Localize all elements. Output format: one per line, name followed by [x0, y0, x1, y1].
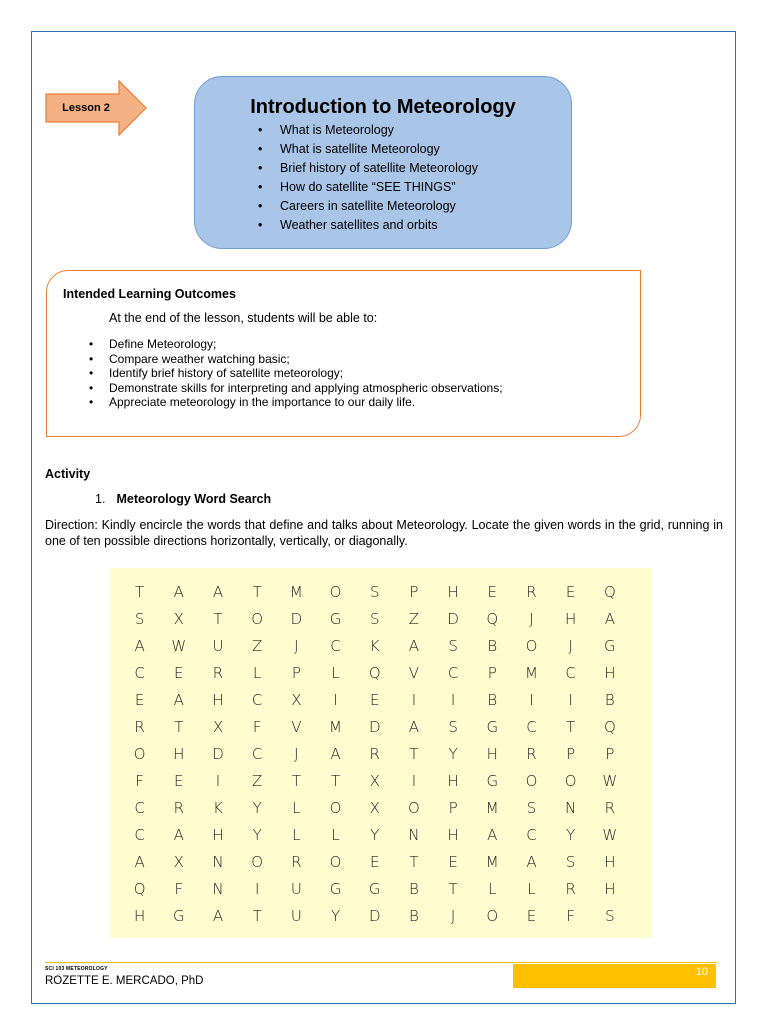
grid-letter[interactable]: O — [486, 906, 499, 925]
grid-letter[interactable]: C — [251, 744, 263, 763]
grid-letter[interactable]: O — [408, 798, 420, 817]
grid-letter[interactable]: Q — [368, 663, 381, 682]
grid-letter[interactable]: E — [134, 690, 145, 709]
grid-letter[interactable]: O — [133, 744, 146, 763]
grid-letter[interactable]: O — [525, 636, 538, 655]
grid-letter[interactable]: Y — [566, 825, 576, 844]
grid-letter[interactable]: D — [290, 609, 303, 628]
activity-item — [95, 492, 271, 506]
grid-letter[interactable]: N — [408, 825, 420, 844]
grid-letter[interactable]: E — [487, 582, 498, 601]
grid-letter[interactable]: C — [565, 663, 576, 682]
grid-letter[interactable]: T — [291, 771, 301, 790]
grid-letter[interactable]: P — [566, 744, 576, 763]
outcome-item: • Appreciate meteorology in the importance to our daily life. — [61, 395, 503, 410]
grid-letter[interactable]: R — [134, 717, 145, 736]
grid-letter[interactable]: X — [173, 609, 184, 628]
grid-letter[interactable]: A — [408, 636, 420, 655]
grid-letter[interactable]: Z — [252, 636, 263, 655]
grid-letter[interactable]: O — [564, 771, 577, 790]
grid-letter[interactable]: A — [212, 906, 224, 925]
grid-letter[interactable]: Z — [252, 771, 263, 790]
word-search-table — [120, 578, 629, 929]
grid-letter[interactable]: M — [485, 852, 499, 871]
grid-letter[interactable]: Y — [370, 825, 380, 844]
grid-letter[interactable]: N — [212, 879, 224, 898]
outcomes-list — [61, 337, 503, 410]
lesson-title: Introduction to Meteorology — [250, 96, 516, 118]
grid-letter[interactable]: N — [565, 798, 577, 817]
grid-letter[interactable]: P — [291, 663, 301, 682]
grid-letter[interactable]: B — [408, 879, 419, 898]
grid-row — [120, 713, 629, 740]
topic-item: • Weather satellites and orbits — [255, 216, 478, 235]
grid-letter[interactable]: C — [251, 690, 263, 709]
grid-letter[interactable]: T — [135, 582, 145, 601]
lesson-arrow — [45, 80, 147, 136]
grid-letter[interactable]: I — [529, 690, 534, 709]
grid-row — [120, 848, 629, 875]
grid-letter[interactable]: Y — [252, 798, 262, 817]
grid-letter[interactable]: S — [565, 852, 576, 871]
grid-letter[interactable]: C — [526, 825, 537, 844]
grid-row — [120, 821, 629, 848]
grid-letter[interactable]: C — [447, 663, 459, 682]
grid-letter[interactable]: J — [450, 906, 456, 925]
grid-letter[interactable]: M — [289, 582, 303, 601]
activity-item-name: Meteorology Word Search — [116, 492, 272, 506]
grid-letter[interactable]: M — [485, 798, 499, 817]
grid-row — [120, 605, 629, 632]
grid-letter[interactable]: D — [368, 717, 381, 736]
grid-letter[interactable]: A — [330, 744, 341, 763]
grid-letter[interactable]: G — [329, 879, 342, 898]
grid-letter[interactable]: R — [604, 798, 616, 817]
grid-letter[interactable]: Z — [408, 609, 420, 628]
grid-letter[interactable]: O — [329, 852, 342, 871]
grid-letter[interactable]: X — [173, 852, 184, 871]
grid-letter[interactable]: F — [252, 717, 262, 736]
grid-letter[interactable]: I — [333, 690, 338, 709]
grid-letter[interactable]: W — [602, 771, 618, 790]
outcome-item: • Define Meteorology; — [61, 337, 503, 352]
grid-letter[interactable]: X — [369, 798, 380, 817]
grid-letter[interactable]: C — [134, 798, 145, 817]
grid-letter[interactable]: L — [252, 663, 262, 682]
grid-letter[interactable]: H — [486, 744, 498, 763]
grid-letter[interactable]: A — [487, 825, 498, 844]
grid-letter[interactable]: W — [602, 825, 618, 844]
grid-letter[interactable]: D — [368, 906, 381, 925]
grid-letter[interactable]: X — [212, 717, 224, 736]
grid-letter[interactable]: E — [369, 690, 380, 709]
grid-letter[interactable]: N — [212, 852, 224, 871]
grid-letter[interactable]: B — [487, 690, 498, 709]
grid-letter[interactable]: R — [526, 582, 537, 601]
grid-letter[interactable]: D — [212, 744, 224, 763]
grid-letter[interactable]: T — [213, 609, 223, 628]
grid-letter[interactable]: S — [526, 798, 537, 817]
grid-letter[interactable]: R — [173, 798, 184, 817]
grid-letter[interactable]: I — [450, 690, 456, 709]
outcome-item: • Demonstrate skills for interpreting and applying atmospheric observations; — [61, 381, 503, 396]
grid-letter[interactable]: G — [172, 906, 185, 925]
topic-list — [255, 121, 478, 235]
word-search-grid — [110, 568, 652, 938]
footer-author: ROZETTE E. MERCADO, PhD — [45, 975, 204, 987]
grid-letter[interactable]: W — [171, 636, 187, 655]
grid-letter[interactable]: H — [173, 744, 185, 763]
grid-letter[interactable]: R — [291, 852, 302, 871]
outcome-item: • Identify brief history of satellite meteorology; — [61, 366, 503, 381]
grid-letter[interactable]: K — [213, 798, 223, 817]
grid-letter[interactable]: T — [330, 771, 341, 790]
learning-outcomes-box — [46, 270, 641, 437]
grid-letter[interactable]: S — [448, 717, 458, 736]
activity-heading: Activity — [45, 467, 91, 481]
grid-letter[interactable]: R — [565, 879, 576, 898]
grid-letter[interactable]: H — [604, 663, 616, 682]
grid-letter[interactable]: M — [329, 717, 342, 736]
grid-row — [120, 875, 629, 902]
grid-letter[interactable]: U — [290, 879, 302, 898]
grid-row — [120, 794, 629, 821]
grid-letter[interactable]: E — [565, 582, 576, 601]
grid-letter[interactable]: Q — [603, 582, 616, 601]
grid-letter[interactable]: A — [173, 825, 184, 844]
grid-letter[interactable]: H — [604, 852, 616, 871]
grid-letter[interactable]: Q — [133, 879, 146, 898]
grid-letter[interactable]: B — [604, 690, 615, 709]
grid-letter[interactable]: L — [488, 879, 497, 898]
grid-letter[interactable]: M — [524, 663, 538, 682]
footer-rule — [45, 962, 717, 963]
grid-letter[interactable]: O — [251, 852, 264, 871]
grid-letter[interactable]: Y — [448, 744, 458, 763]
grid-letter[interactable]: L — [292, 825, 301, 844]
grid-letter[interactable]: P — [409, 582, 419, 601]
grid-letter[interactable]: G — [329, 609, 342, 628]
grid-letter[interactable]: C — [526, 717, 537, 736]
grid-letter[interactable]: B — [487, 636, 498, 655]
grid-letter[interactable]: V — [291, 717, 302, 736]
grid-letter[interactable]: R — [526, 744, 537, 763]
topic-item: • What is Meteorology — [255, 121, 478, 140]
grid-letter[interactable]: O — [329, 798, 342, 817]
grid-letter[interactable]: S — [448, 636, 458, 655]
grid-letter[interactable]: S — [369, 582, 380, 601]
grid-letter[interactable]: B — [408, 906, 419, 925]
grid-letter[interactable]: K — [369, 636, 380, 655]
grid-letter[interactable]: G — [604, 636, 616, 655]
grid-letter[interactable]: O — [251, 609, 264, 628]
lesson-title-box — [194, 76, 572, 249]
grid-letter[interactable]: T — [448, 879, 458, 898]
grid-row — [120, 632, 629, 659]
topic-item: • Brief history of satellite Meteorology — [255, 159, 478, 178]
grid-letter[interactable]: J — [529, 609, 534, 628]
grid-row — [120, 578, 629, 605]
grid-letter[interactable]: I — [568, 690, 573, 709]
grid-letter[interactable]: A — [526, 852, 537, 871]
grid-letter[interactable]: O — [525, 771, 538, 790]
grid-letter[interactable]: C — [134, 663, 145, 682]
outcomes-title: Intended Learning Outcomes — [63, 287, 236, 301]
grid-letter[interactable]: I — [254, 879, 260, 898]
grid-letter[interactable]: P — [605, 744, 615, 763]
grid-letter[interactable]: X — [369, 771, 380, 790]
grid-letter[interactable]: L — [331, 663, 340, 682]
grid-letter[interactable]: T — [174, 717, 184, 736]
grid-letter[interactable]: U — [212, 636, 224, 655]
grid-letter[interactable]: D — [447, 609, 459, 628]
grid-letter[interactable]: A — [134, 636, 145, 655]
topic-item: • Careers in satellite Meteorology — [255, 197, 478, 216]
grid-letter[interactable]: E — [526, 906, 537, 925]
grid-letter[interactable]: A — [173, 582, 184, 601]
grid-letter[interactable]: S — [605, 906, 615, 925]
grid-letter[interactable]: L — [527, 879, 536, 898]
grid-letter[interactable]: X — [291, 690, 302, 709]
grid-letter[interactable]: A — [134, 852, 145, 871]
grid-letter[interactable]: H — [212, 690, 224, 709]
grid-letter[interactable]: V — [408, 663, 420, 682]
grid-letter[interactable]: G — [486, 717, 499, 736]
grid-letter[interactable]: Y — [252, 825, 262, 844]
grid-letter[interactable]: C — [330, 636, 341, 655]
topic-item: • How do satellite “SEE THINGS” — [255, 178, 478, 197]
grid-letter[interactable]: T — [252, 906, 262, 925]
grid-letter[interactable]: A — [604, 609, 615, 628]
grid-letter[interactable]: E — [174, 663, 184, 682]
grid-letter[interactable]: J — [294, 744, 299, 763]
grid-letter[interactable]: E — [369, 852, 380, 871]
grid-row — [120, 767, 629, 794]
grid-letter[interactable]: Q — [603, 717, 616, 736]
grid-letter[interactable]: Q — [486, 609, 499, 628]
grid-letter[interactable]: H — [565, 609, 577, 628]
grid-letter[interactable]: P — [448, 798, 458, 817]
lesson-label: Lesson 2 — [62, 102, 110, 114]
grid-letter[interactable]: G — [368, 879, 381, 898]
grid-letter[interactable]: H — [133, 906, 146, 925]
footer-course: SCI 103 METEOROLOGY — [45, 966, 108, 972]
grid-row — [120, 659, 629, 686]
grid-letter[interactable]: T — [409, 744, 419, 763]
grid-letter[interactable]: L — [292, 798, 301, 817]
grid-letter[interactable]: L — [331, 825, 340, 844]
grid-letter[interactable]: C — [134, 825, 145, 844]
grid-letter[interactable]: A — [212, 582, 224, 601]
grid-row — [120, 686, 629, 713]
grid-letter[interactable]: F — [135, 771, 144, 790]
grid-letter[interactable]: H — [604, 879, 616, 898]
grid-letter[interactable]: A — [173, 690, 184, 709]
grid-letter[interactable]: E — [448, 852, 458, 871]
grid-letter[interactable]: H — [212, 825, 224, 844]
grid-letter[interactable]: T — [409, 852, 419, 871]
grid-letter[interactable]: P — [487, 663, 497, 682]
grid-letter[interactable]: T — [566, 717, 576, 736]
grid-letter[interactable]: G — [486, 771, 499, 790]
grid-letter[interactable]: F — [566, 906, 575, 925]
grid-letter[interactable]: R — [369, 744, 380, 763]
grid-letter[interactable]: R — [212, 663, 224, 682]
grid-letter[interactable]: Y — [330, 906, 341, 925]
footer-bar — [513, 964, 716, 988]
activity-direction: Direction: Kindly encircle the words that define and talks about Meteorology. Locate the given words in the grid, running in one of ten possible directions horizontally, vertically, or diagonally. — [45, 518, 723, 548]
grid-letter[interactable]: I — [411, 690, 417, 709]
grid-letter[interactable]: J — [294, 636, 299, 655]
grid-letter[interactable]: A — [408, 717, 420, 736]
grid-letter[interactable]: E — [174, 771, 184, 790]
grid-letter[interactable]: O — [329, 582, 342, 601]
grid-letter[interactable]: U — [290, 906, 302, 925]
grid-letter[interactable]: S — [369, 609, 380, 628]
grid-letter[interactable]: F — [174, 879, 184, 898]
outcomes-intro: At the end of the lesson, students will be able to: — [109, 311, 378, 325]
grid-row — [120, 740, 629, 767]
grid-letter[interactable]: H — [447, 582, 459, 601]
grid-letter[interactable]: S — [134, 609, 145, 628]
grid-letter[interactable]: I — [215, 771, 221, 790]
grid-letter[interactable]: H — [447, 825, 459, 844]
topic-item: • What is satellite Meteorology — [255, 140, 478, 159]
grid-letter[interactable]: T — [252, 582, 262, 601]
grid-row — [120, 902, 629, 929]
page-number: 10 — [695, 966, 708, 978]
grid-letter[interactable]: J — [568, 636, 573, 655]
grid-letter[interactable]: H — [447, 771, 459, 790]
outcome-item: • Compare weather watching basic; — [61, 352, 503, 367]
grid-letter[interactable]: I — [411, 771, 417, 790]
activity-item-number: 1. — [95, 492, 106, 506]
